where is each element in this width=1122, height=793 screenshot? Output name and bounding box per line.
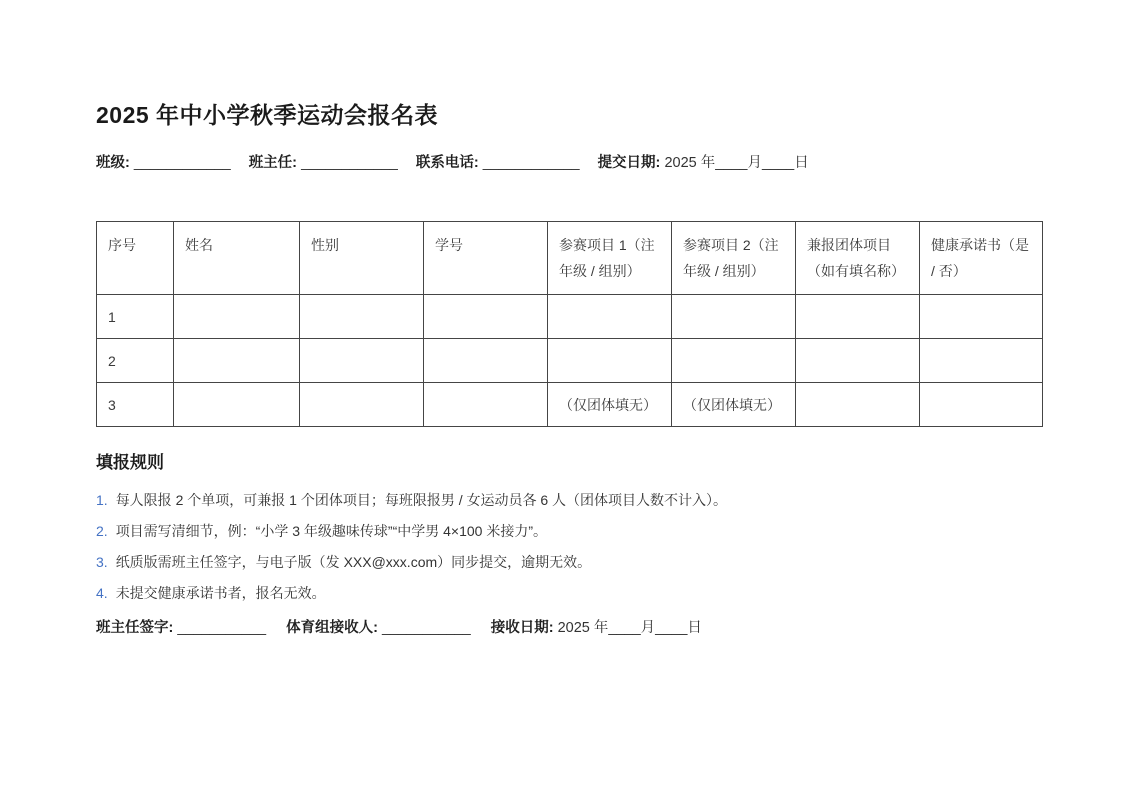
- cell-r1-name: [174, 295, 300, 339]
- rule-number-3: 3.: [96, 554, 108, 570]
- cell-r1-event2: [672, 295, 796, 339]
- cell-r1-index: 1: [97, 295, 174, 339]
- rule-item-4: [96, 583, 1034, 603]
- rule-text-3: 纸质版需班主任签字，与电子版（发 XXX@xxx.com）同步提交，逾期无效。: [115, 554, 592, 570]
- cell-r1-gender: [300, 295, 424, 339]
- rule-number-2: 2.: [96, 523, 108, 539]
- header-cell-team-event: 兼报团体项目 （如有填名称）: [796, 222, 920, 295]
- receive-date-value: 2025 年____月____日: [557, 620, 702, 636]
- phone-blank: ____________: [482, 155, 580, 171]
- header-cell-student-id: 学号: [424, 222, 548, 295]
- rule-number-1: 1.: [96, 492, 108, 508]
- cell-r1-health-pledge: [920, 295, 1043, 339]
- receiver-blank: ___________: [381, 620, 471, 636]
- cell-r2-team-event: [796, 339, 920, 383]
- rules-list: [96, 490, 1034, 603]
- cell-r1-team-event: [796, 295, 920, 339]
- signature-line: [96, 617, 1034, 639]
- meta-field-phone: [416, 155, 580, 171]
- rule-item-3: [96, 552, 1034, 572]
- phone-label: 联系电话:: [415, 155, 479, 171]
- header-cell-name: 姓名: [174, 222, 300, 295]
- rule-text-1: 每人限报 2 个单项，可兼报 1 个团体项目；每班限报男 / 女运动员各 6 人（团体项目人数不计入）。: [115, 492, 728, 508]
- header-cell-event1: 参赛项目 1（注年级 / 组别）: [548, 222, 672, 295]
- rule-text-2: 项目需写清细节，例：“小学 3 年级趣味传球”“中学男 4×100 米接力”。: [115, 523, 547, 539]
- rule-number-4: 4.: [96, 585, 108, 601]
- receiver-label: 体育组接收人:: [286, 620, 378, 636]
- cell-r3-health-pledge: [920, 383, 1043, 427]
- table-row-2: [97, 339, 1043, 383]
- cell-r2-index: 2: [97, 339, 174, 383]
- footer-field-receiver: [286, 620, 471, 636]
- cell-r2-health-pledge: [920, 339, 1043, 383]
- cell-r3-name: [174, 383, 300, 427]
- cell-r3-index: 3: [97, 383, 174, 427]
- cell-r2-event1: [548, 339, 672, 383]
- submit-date-value: 2025 年____月____日: [664, 155, 809, 171]
- footer-field-receive-date: [491, 620, 702, 636]
- form-meta-line: [96, 152, 1034, 174]
- meta-field-submit-date: [598, 155, 809, 171]
- cell-r3-student-id: [424, 383, 548, 427]
- header-cell-event2: 参赛项目 2（注年级 / 组别）: [672, 222, 796, 295]
- footer-field-sign: [96, 620, 266, 636]
- cell-r3-event1: （仅团体填无）: [548, 383, 672, 427]
- cell-r1-event1: [548, 295, 672, 339]
- rule-item-2: [96, 521, 1034, 541]
- table-header-row: [97, 222, 1043, 295]
- header-cell-health-pledge: 健康承诺书（是 / 否）: [920, 222, 1043, 295]
- class-blank: ____________: [133, 155, 231, 171]
- cell-r3-gender: [300, 383, 424, 427]
- table-row-1: [97, 295, 1043, 339]
- cell-r2-student-id: [424, 339, 548, 383]
- rule-item-1: [96, 490, 1034, 510]
- rule-text-4: 未提交健康承诺书者，报名无效。: [115, 585, 326, 601]
- cell-r3-team-event: [796, 383, 920, 427]
- header-cell-index: 序号: [97, 222, 174, 295]
- header-cell-gender: 性别: [300, 222, 424, 295]
- page-title: 2025 年中小学秋季运动会报名表: [96, 102, 439, 128]
- teacher-blank: ____________: [301, 155, 398, 171]
- cell-r1-student-id: [424, 295, 548, 339]
- sign-blank: ___________: [177, 620, 267, 636]
- sign-label: 班主任签字:: [96, 620, 174, 636]
- registration-table: [96, 221, 1043, 427]
- receive-date-label: 接收日期:: [490, 620, 554, 636]
- meta-field-teacher: [249, 155, 398, 171]
- cell-r2-event2: [672, 339, 796, 383]
- cell-r2-gender: [300, 339, 424, 383]
- cell-r2-name: [174, 339, 300, 383]
- cell-r3-event2: （仅团体填无）: [672, 383, 796, 427]
- table-row-3: [97, 383, 1043, 427]
- teacher-label: 班主任:: [248, 155, 298, 171]
- class-label: 班级:: [96, 155, 130, 171]
- meta-field-class: [96, 155, 231, 171]
- submit-date-label: 提交日期:: [597, 155, 661, 171]
- rules-heading: 填报规则: [96, 453, 164, 472]
